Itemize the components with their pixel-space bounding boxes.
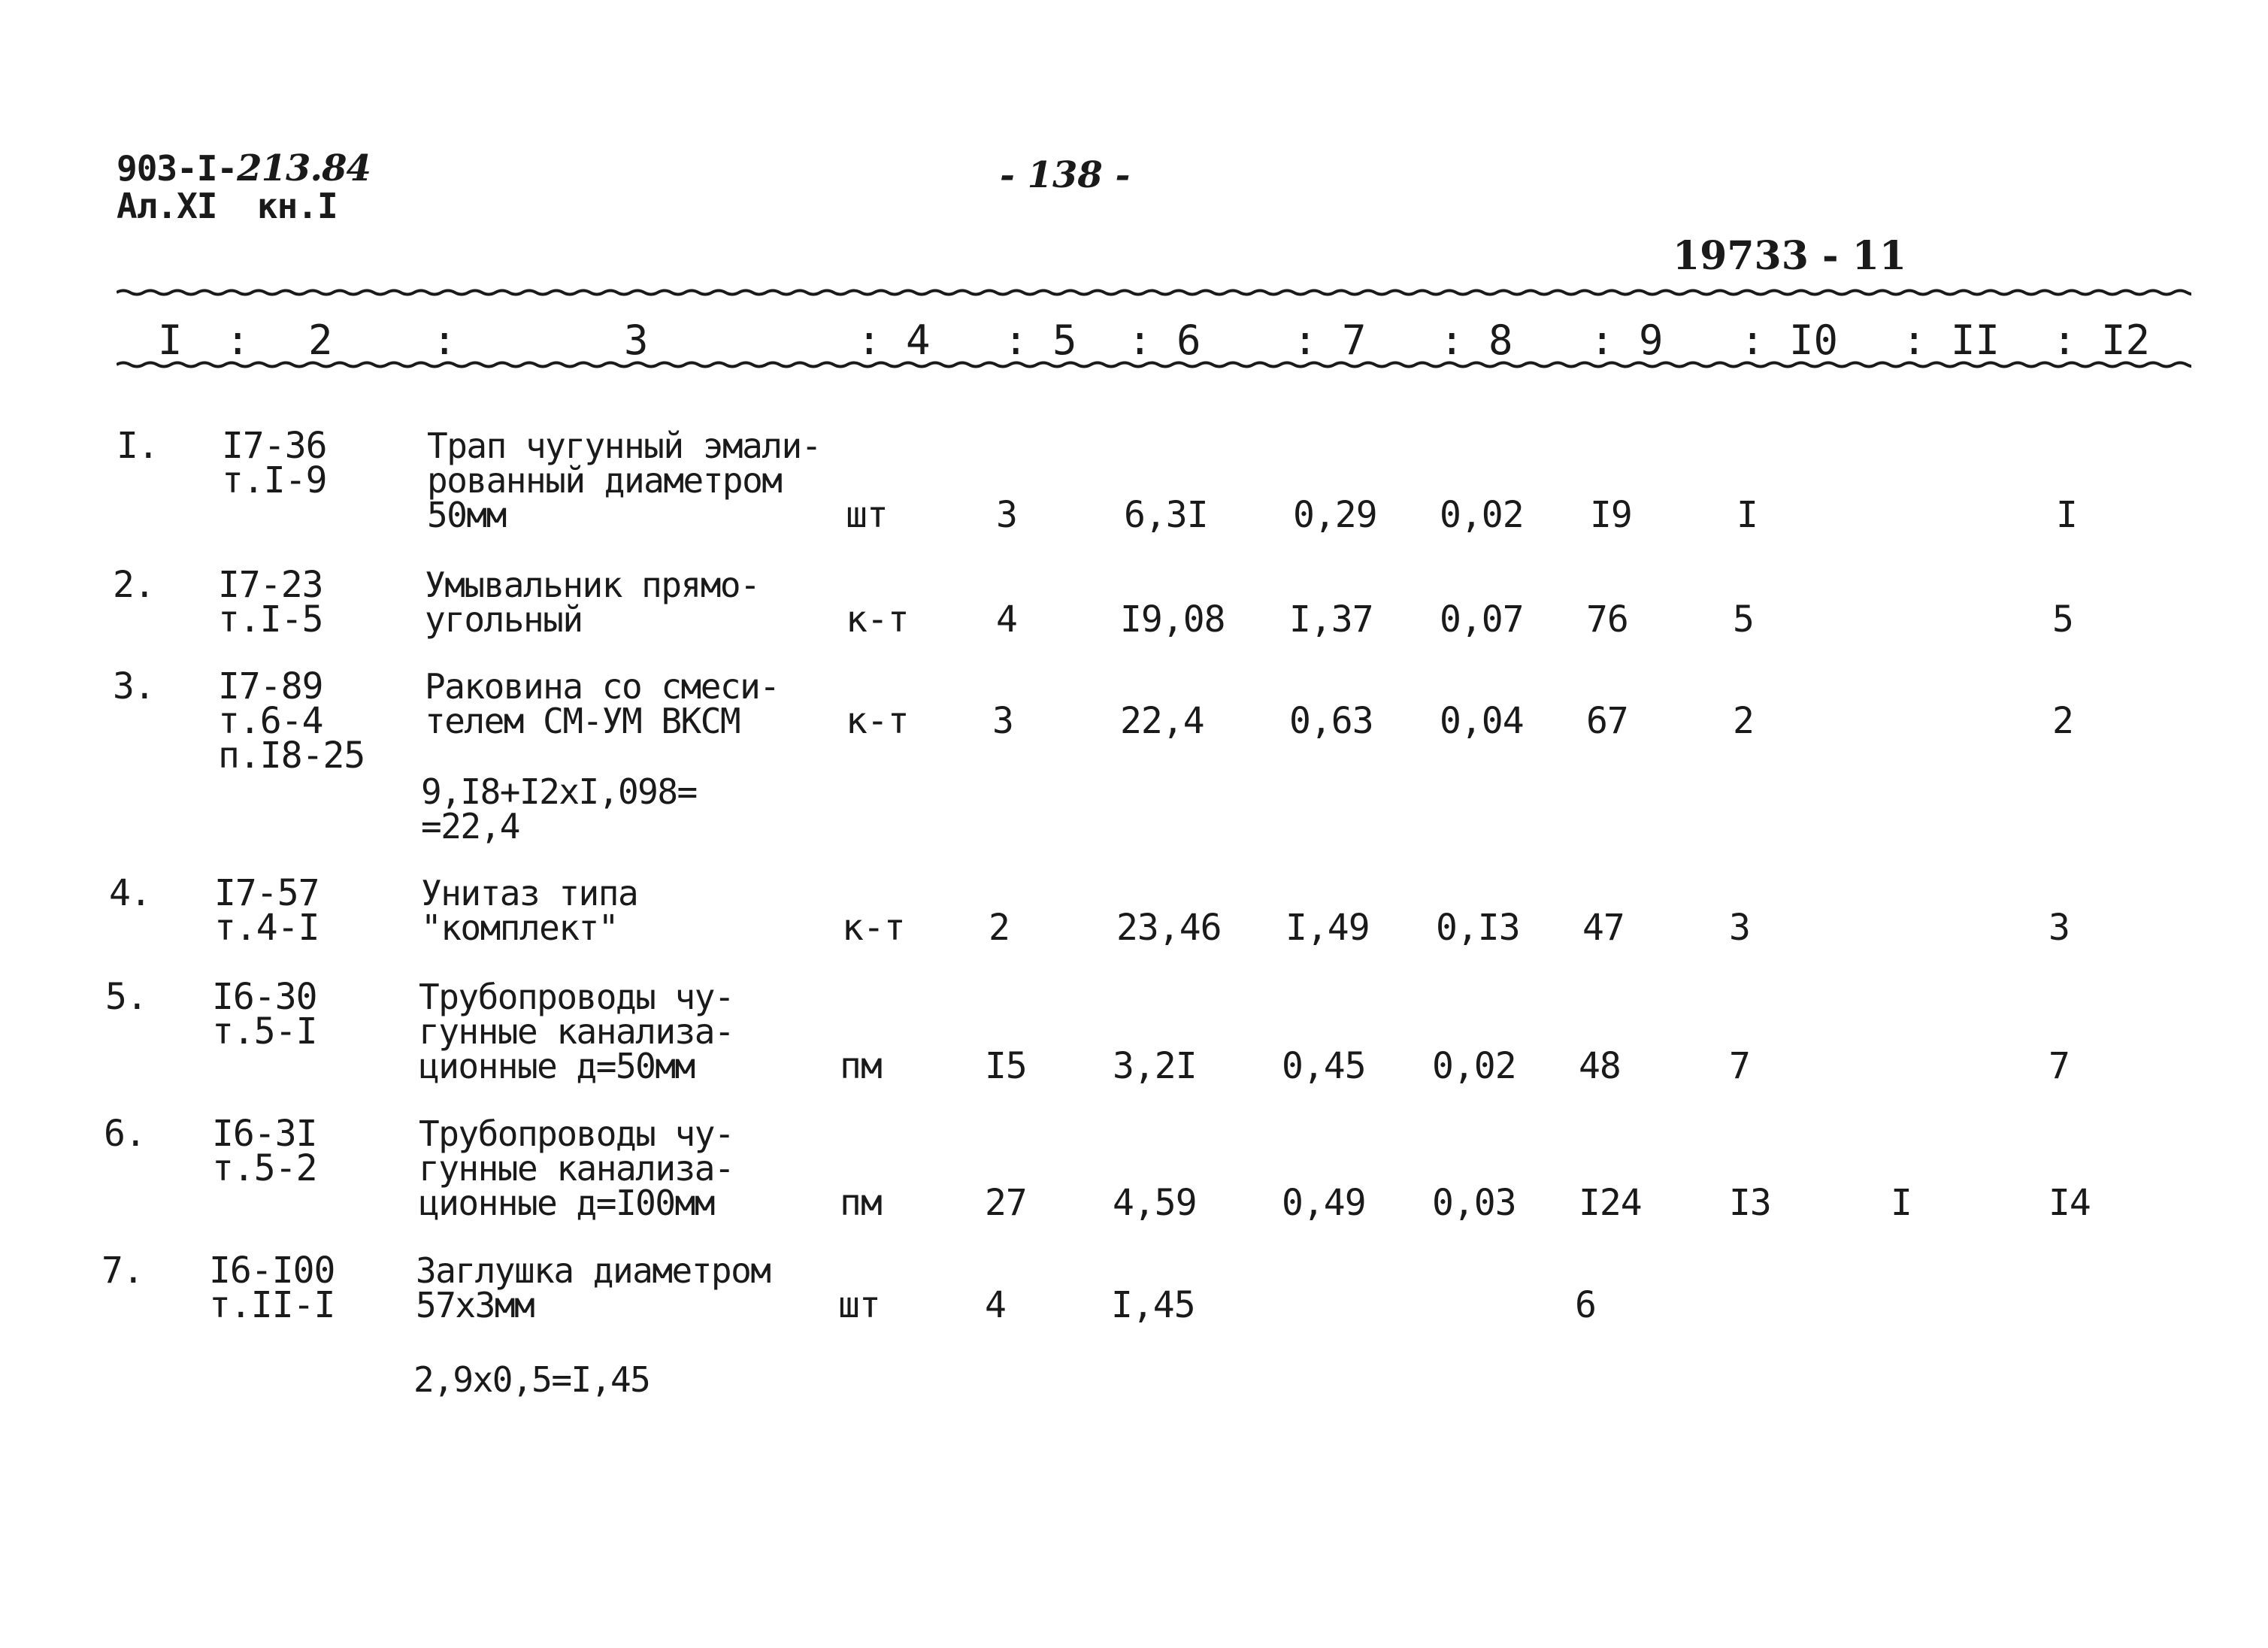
col-6: : 6 [1128, 317, 1201, 364]
col10-value: I3 [1729, 1182, 1771, 1224]
col-12: : I2 [2052, 317, 2151, 364]
doc-code-handwritten: 213.84 [237, 147, 371, 189]
work-description: Раковина со смеси- телем СМ-УМ ВКСМ [425, 666, 780, 741]
rate-code: I7-23 т.I-5 [218, 564, 323, 641]
unit: к-т [846, 598, 909, 641]
col-sep-1: : [226, 317, 250, 364]
col7-value: 0,45 [1282, 1045, 1366, 1087]
col8-value: 0,I3 [1436, 907, 1520, 949]
unit-cost: I,45 [1111, 1284, 1195, 1326]
rate-code: I7-36 т.I-9 [222, 425, 327, 501]
quantity: 2 [989, 907, 1010, 949]
col-sep-2: : [432, 317, 457, 364]
unit: шт [838, 1284, 880, 1326]
total-cost: 6 [1575, 1284, 1596, 1326]
album-book [117, 188, 338, 224]
col10-value: 7 [1729, 1045, 1750, 1087]
page-number: - 138 - [1000, 154, 1131, 196]
quantity: 4 [985, 1284, 1006, 1326]
col-8: : 8 [1440, 317, 1513, 364]
col12-value: 2 [2052, 700, 2073, 742]
row-number: 6. [104, 1113, 146, 1155]
col8-value: 0,02 [1432, 1045, 1516, 1087]
total-cost: 67 [1586, 700, 1628, 742]
row-number: 2. [113, 564, 155, 606]
row-number: I. [117, 425, 159, 467]
book-label: кн.I [256, 186, 338, 226]
col12-value: 7 [2048, 1045, 2070, 1087]
unit: к-т [842, 907, 905, 949]
work-description: Унитаз типа "комплект" [421, 873, 638, 948]
col12-value: 5 [2052, 598, 2073, 641]
col8-value: 0,07 [1440, 598, 1524, 641]
col7-value: 0,63 [1289, 700, 1373, 742]
rate-code: I7-57 т.4-I [214, 872, 319, 949]
rate-code: I6-I00 т.II-I [209, 1250, 335, 1326]
quantity: 3 [996, 494, 1017, 536]
work-description: Умывальник прямо- угольный [425, 565, 760, 640]
unit-cost: 23,46 [1116, 907, 1222, 949]
work-description: Трубопроводы чу- гунные канализа- ционные д=I00мм [419, 1113, 734, 1223]
unit-cost: 6,3I [1124, 494, 1208, 536]
unit-cost: 4,59 [1113, 1182, 1197, 1224]
unit-cost: I9,08 [1120, 598, 1225, 641]
row-number: 3. [113, 665, 155, 707]
doc-id: 19733 - 11 [1673, 233, 1907, 279]
calculation-note: 2,9х0,5=I,45 [413, 1359, 650, 1400]
col-3: 3 [624, 317, 649, 364]
total-cost: 76 [1586, 598, 1628, 641]
column-header-row [0, 317, 2268, 365]
quantity: 3 [992, 700, 1013, 742]
total-cost: 47 [1582, 907, 1625, 949]
doc-code-prefix: 903-I- [117, 148, 238, 189]
total-cost: 48 [1579, 1045, 1621, 1087]
calculation-note: 9,I8+I2хI,098= =22,4 [421, 771, 697, 847]
album-label: Ал.XI [117, 186, 217, 226]
unit: к-т [846, 700, 909, 742]
quantity: 4 [996, 598, 1017, 641]
col-9: : 9 [1590, 317, 1664, 364]
unit: пм [840, 1182, 882, 1224]
col-5: : 5 [1004, 317, 1077, 364]
work-description: Трубопроводы чу- гунные канализа- ционные д=50мм [419, 977, 734, 1086]
col7-value: I,49 [1285, 907, 1370, 949]
col-7: : 7 [1293, 317, 1367, 364]
col12-value: I [2056, 494, 2077, 536]
col7-value: I,37 [1289, 598, 1373, 641]
quantity: 27 [985, 1182, 1027, 1224]
col-2: 2 [308, 317, 333, 364]
col12-value: I4 [2048, 1182, 2091, 1224]
row-number: 5. [105, 976, 147, 1018]
header-rule [117, 359, 2191, 370]
col10-value: I [1737, 494, 1758, 536]
col10-value: 5 [1733, 598, 1754, 641]
col-11: : II [1902, 317, 2000, 364]
total-cost: I24 [1579, 1182, 1642, 1224]
row-number: 7. [101, 1250, 144, 1292]
doc-code [117, 147, 371, 189]
unit: пм [840, 1045, 882, 1087]
unit: шт [846, 494, 888, 536]
row-number: 4. [109, 872, 151, 914]
work-description: Трап чугунный эмали- рованный диаметром 50мм [427, 426, 821, 535]
rate-code: I6-3I т.5-2 [212, 1113, 317, 1189]
col11-value: I [1891, 1182, 1912, 1224]
col8-value: 0,02 [1440, 494, 1524, 536]
col12-value: 3 [2048, 907, 2070, 949]
top-rule [117, 287, 2191, 298]
unit-cost: 22,4 [1120, 700, 1204, 742]
col-1: I [158, 317, 183, 364]
total-cost: I9 [1590, 494, 1632, 536]
quantity: I5 [985, 1045, 1027, 1087]
work-description: Заглушка диаметром 57х3мм [416, 1250, 771, 1325]
col10-value: 2 [1733, 700, 1754, 742]
unit-cost: 3,2I [1113, 1045, 1197, 1087]
col-10: : I0 [1740, 317, 1839, 364]
col-4: : 4 [857, 317, 931, 364]
rate-code: I7-89 т.6-4 п.I8-25 [218, 665, 365, 777]
rate-code: I6-30 т.5-I [212, 976, 317, 1053]
col8-value: 0,04 [1440, 700, 1524, 742]
col7-value: 0,49 [1282, 1182, 1366, 1224]
col10-value: 3 [1729, 907, 1750, 949]
col8-value: 0,03 [1432, 1182, 1516, 1224]
col7-value: 0,29 [1293, 494, 1377, 536]
